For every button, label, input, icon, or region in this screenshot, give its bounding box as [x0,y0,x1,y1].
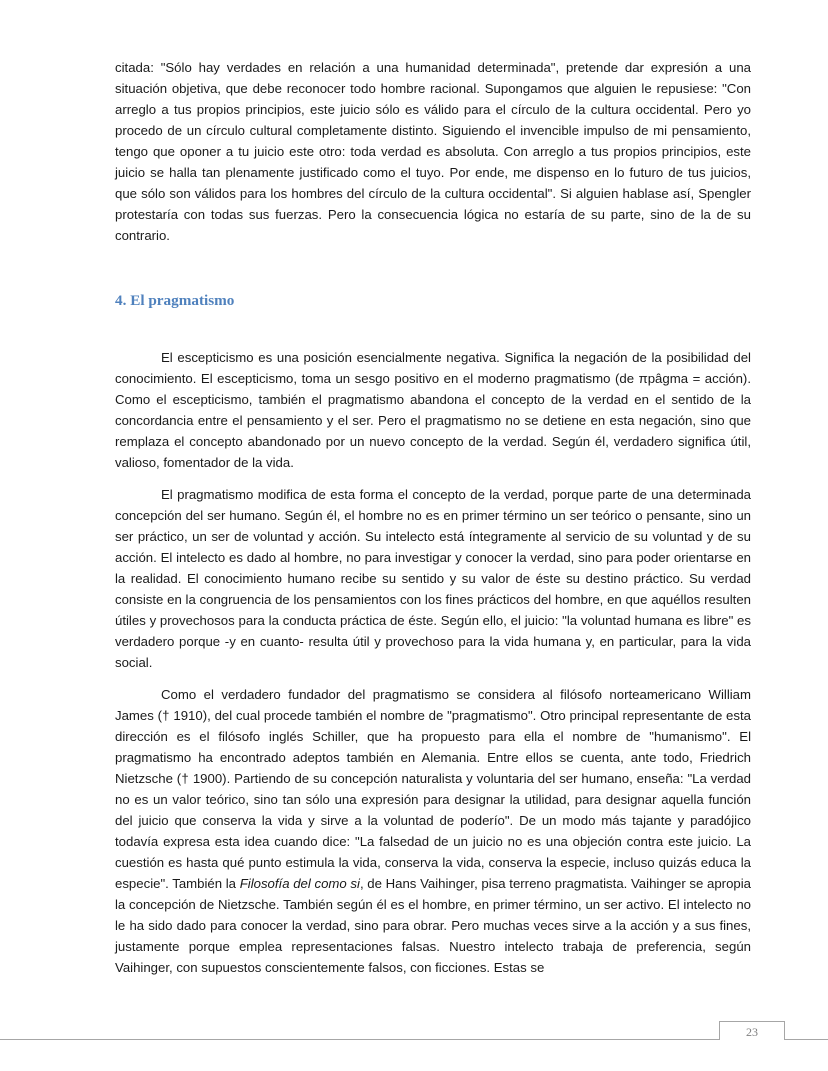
section-content [115,347,751,978]
paragraph-3 [115,684,751,978]
paragraph-3-text-end: , de Hans Vaihinger, pisa terreno pragmatista. Vaihinger se apropia la concepción de Nietzsche. También según él es el hombre, en primer término, un ser activo. El intelecto no le ha sido dado para conocer la verdad, sino para obrar. Pero muchas veces sirve a la acción y a sus fines, justamente porque emplea representaciones falsas. Nuestro intelecto trabaja de preferencia, según Vaihinger, con supuestos conscientemente falsos, con ficciones. Estas se [115,876,751,975]
paragraph-2: El pragmatismo modifica de esta forma el concepto de la verdad, porque parte de una determinada concepción del ser humano. Según él, el hombre no es en primer término un ser teórico o pensante, sino un ser práctico, un ser de voluntad y acción. Su intelecto está íntegramente al servicio de su voluntad y de su acción. El intelecto es dado al hombre, no para investigar y conocer la verdad, sino para poder orientarse en la realidad. El conocimiento humano recibe su sentido y su valor de éste su destino práctico. Su verdad consiste en la congruencia de los pensamientos con los fines prácticos del hombre, en que aquéllos resulten útiles y provechosos para la conducta práctica de éste. Según ello, el juicio: "la voluntad humana es libre" es verdadero porque -y en cuanto- resulta útil y provechoso para la vida humana y, en particular, para la vida social. [115,487,751,670]
paragraph-1: El escepticismo es una posición esencialmente negativa. Significa la negación de la posibilidad del conocimiento. El escepticismo, toma un sesgo positivo en el moderno pragmatismo (de πpâgma = acción). Como el escepticismo, también el pragmatismo abandona el concepto de la verdad en el sentido de la concordancia entre el pensamiento y el ser. Pero el pragmatismo no se detiene en esta negación, sino que remplaza el concepto abandonado por un nuevo concepto de la verdad. Según él, verdadero significa útil, valioso, fomentador de la vida. [115,350,751,470]
page-number: 23 [719,1021,785,1040]
footer-rule [0,1039,828,1040]
page-body [115,57,751,975]
book-title: Filosofía del como si [239,876,360,891]
intro-paragraph: citada: "Sólo hay verdades en relación a una humanidad determinada", pretende dar expresión a una situación objetiva, que debe reconocer todo hombre racional. Supongamos que alguien le repusiese: "Con arreglo a tus propios principios, este juicio sólo es válido para el círculo de la cultura occidental. Pero yo procedo de un círculo cultural completamente distinto. Siguiendo el invencible impulso de mi pensamiento, tengo que oponer a tu juicio este otro: toda verdad es absoluta. Con arreglo a tus propios principios, este juicio se halla tan plenamente justificado como el tuyo. Por ende, me dispenso en lo futuro de tus juicios, que sólo son válidos para los hombres del círculo de la cultura occidental". Si alguien hablase así, Spengler protestaría con todas sus fuerzas. Pero la consecuencia lógica no estaría de su parte, sino de la de su contrario. [115,60,751,243]
paragraph-3-text-start: Como el verdadero fundador del pragmatismo se considera al filósofo norteamericano William James († 1910), del cual procede también el nombre de "pragmatismo". Otro principal representante de esta dirección es el filósofo inglés Schiller, que ha propuesto para ella el nombre de "humanismo". El pragmatismo ha encontrado adeptos también en Alemania. Entre ellos se cuenta, ante todo, Friedrich Nietzsche († 1900). Partiendo de su concepción naturalista y voluntaria del ser humano, enseña: "La verdad no es un valor teórico, sino tan sólo una expresión para designar la utilidad, para designar aquella función del juicio que conserva la vida y sirve a la voluntad de poderío". De un modo más tajante y paradójico todavía expresa esta idea cuando dice: "La falsedad de un juicio no es una objeción contra este juicio. La cuestión es hasta qué punto estimula la vida, conserva la vida, conserva la especie, incluso quizás educa la especie". También la [115,687,751,891]
section-heading: 4. El pragmatismo [115,292,235,309]
